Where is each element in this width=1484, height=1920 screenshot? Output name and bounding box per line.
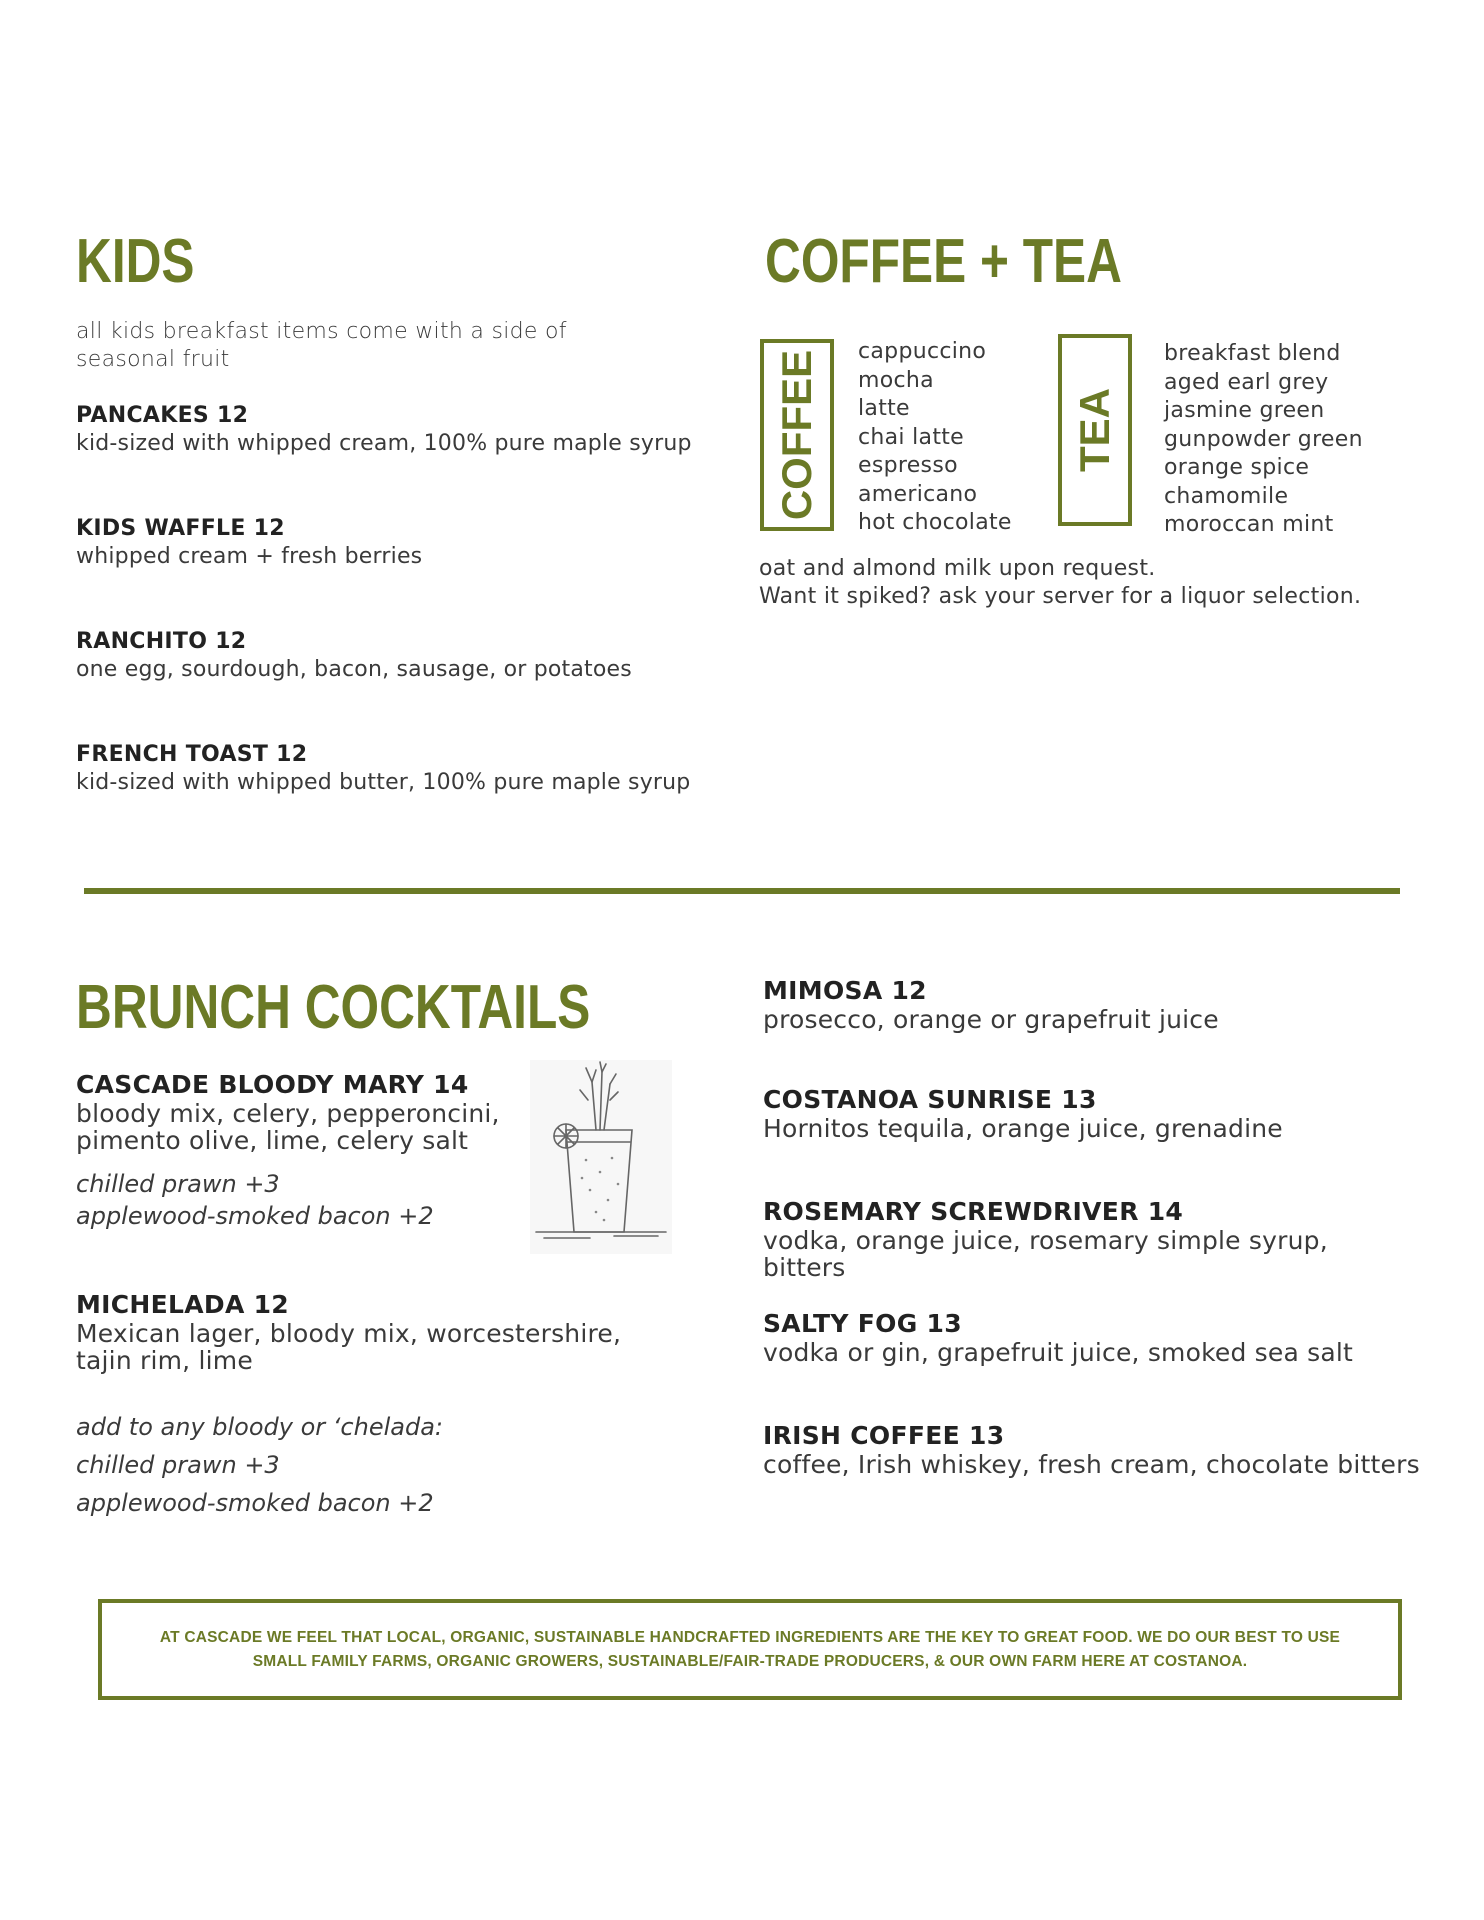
item-desc-line1: prosecco, orange or grapefruit juice (763, 1005, 1219, 1034)
cocktail-costanoa-sunrise (763, 1085, 1283, 1142)
item-desc-line2: bitters (763, 1253, 846, 1282)
addon-prawn: chilled prawn +3 (76, 1451, 280, 1479)
coffee-list (858, 338, 1012, 538)
item-name: CASCADE BLOODY MARY 14 (76, 1070, 469, 1099)
item-name: IRISH COFFEE 13 (763, 1421, 1005, 1450)
coffee-label: COFFEE (773, 349, 820, 521)
list-item: mocha (858, 367, 934, 393)
cocktail-salty-fog (763, 1309, 1353, 1366)
coffee-tea-heading: COFFEE + TEA (765, 227, 1122, 296)
list-item: chai latte (858, 424, 965, 450)
item-name: PANCAKES 12 (76, 403, 249, 428)
kids-intro-line2: seasonal fruit (76, 347, 230, 372)
coffee-label-box (760, 339, 834, 531)
list-item: moroccan mint (1164, 512, 1334, 537)
list-item: aged earl grey (1164, 369, 1329, 395)
kids-item-pancakes (76, 402, 692, 458)
item-desc-line2: pimento olive, lime, celery salt (76, 1126, 469, 1155)
item-name: RANCHITO 12 (76, 629, 247, 654)
footer-line1: AT CASCADE WE FEEL THAT LOCAL, ORGANIC, SUSTAINABLE HANDCRAFTED INGREDIENTS ARE THE KEY TO GREAT FOOD. WE DO OUR BEST TO USE (159, 1628, 1341, 1646)
kids-intro (76, 318, 567, 374)
item-desc-line1: vodka, orange juice, rosemary simple syrup, (763, 1226, 1328, 1255)
coffee-tea-note (759, 555, 1361, 611)
list-item: chamomile (1164, 483, 1289, 509)
tea-label: TEA (1071, 388, 1118, 472)
item-desc: kid-sized with whipped cream, 100% pure maple syrup (76, 431, 692, 456)
footer-line2: SMALL FAMILY FARMS, ORGANIC GROWERS, SUSTAINABLE/FAIR-TRADE PRODUCERS, & OUR OWN FARM HERE AT COSTANOA. (252, 1652, 1248, 1670)
list-item: gunpowder green (1164, 426, 1363, 452)
item-desc-line1: bloody mix, celery, pepperoncini, (76, 1099, 500, 1128)
addon-bacon: applewood-smoked bacon +2 (76, 1489, 434, 1517)
cocktail-rosemary-screwdriver (763, 1197, 1328, 1281)
item-desc-line2: tajin rim, lime (76, 1346, 253, 1375)
list-item: hot chocolate (858, 510, 1012, 535)
item-desc: kid-sized with whipped butter, 100% pure maple syrup (76, 770, 691, 795)
item-desc: one egg, sourdough, bacon, sausage, or potatoes (76, 657, 632, 682)
item-name: MICHELADA 12 (76, 1290, 289, 1319)
addon-prawn: chilled prawn +3 (76, 1170, 280, 1198)
cocktails-heading: BRUNCH COCKTAILS (76, 973, 591, 1042)
list-item: latte (858, 396, 910, 421)
kids-item-ranchito (76, 628, 632, 684)
cocktail-addons (76, 1408, 443, 1522)
item-desc-line1: coffee, Irish whiskey, fresh cream, chocolate bitters (763, 1450, 1420, 1479)
item-desc-line1: vodka or gin, grapefruit juice, smoked sea salt (763, 1338, 1354, 1367)
tea-list (1164, 340, 1363, 540)
list-item: americano (858, 481, 978, 507)
item-name: SALTY FOG 13 (763, 1309, 962, 1338)
item-name: COSTANOA SUNRISE 13 (763, 1085, 1097, 1114)
note-line2: Want it spiked? ask your server for a liquor selection. (759, 584, 1362, 609)
list-item: cappuccino (858, 339, 987, 364)
item-desc: whipped cream + fresh berries (76, 544, 423, 569)
list-item: espresso (858, 453, 958, 478)
item-name: MIMOSA 12 (763, 976, 927, 1005)
list-item: breakfast blend (1164, 341, 1341, 366)
cocktail-mimosa (763, 976, 1219, 1033)
section-divider (84, 888, 1400, 894)
kids-item-waffle (76, 515, 422, 571)
item-name: ROSEMARY SCREWDRIVER 14 (763, 1197, 1184, 1226)
cocktail-irish-coffee (763, 1421, 1420, 1478)
kids-item-french-toast (76, 741, 690, 797)
list-item: orange spice (1164, 455, 1310, 480)
item-name: KIDS WAFFLE 12 (76, 516, 285, 541)
item-desc-line1: Mexican lager, bloody mix, worcestershire, (76, 1319, 622, 1348)
list-item: jasmine green (1164, 398, 1325, 423)
addon-bacon: applewood-smoked bacon +2 (76, 1202, 434, 1230)
tea-label-box (1058, 334, 1132, 526)
item-name: FRENCH TOAST 12 (76, 742, 308, 767)
kids-heading: KIDS (76, 227, 195, 296)
bloody-mary-glass-icon (530, 1060, 672, 1254)
cocktail-bloody-mary (76, 1070, 500, 1232)
note-line1: oat and almond milk upon request. (759, 556, 1156, 581)
kids-intro-line1: all kids breakfast items come with a side of (76, 319, 567, 344)
item-desc-line1: Hornitos tequila, orange juice, grenadine (763, 1114, 1283, 1143)
sustainability-footer (98, 1599, 1402, 1700)
addons-title: add to any bloody or ‘chelada: (76, 1413, 443, 1441)
cocktail-michelada (76, 1290, 621, 1374)
